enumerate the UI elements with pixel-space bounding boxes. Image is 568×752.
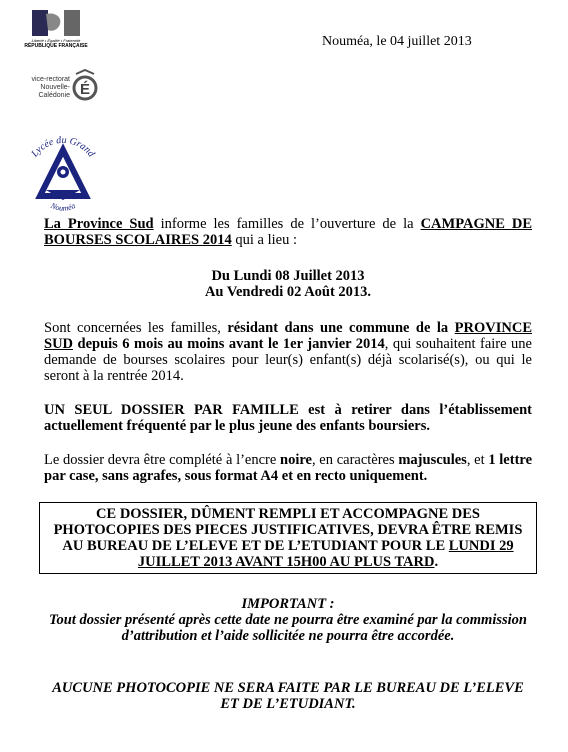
- important-block: [44, 596, 532, 644]
- deadline-text: [46, 506, 530, 570]
- concerned-province: PROVINCE SUD: [44, 320, 532, 352]
- dossier-paragraph: [44, 402, 532, 434]
- rf-motto: Liberté • Égalité • Fraternité: [31, 38, 81, 43]
- dossier-emphasis: UN SEUL DOSSIER PAR FAMILLE: [44, 402, 299, 418]
- vice-rectorat-text: [24, 76, 70, 100]
- letter-date: Nouméa, le 04 juillet 2013: [322, 34, 472, 49]
- province-sud-label: La Province Sud: [44, 216, 154, 232]
- important-title: IMPORTANT :: [241, 596, 335, 612]
- no-photocopy-note: AUCUNE PHOTOCOPIE NE SERA FAITE PAR LE BUREAU DE L’ELEVE ET DE L’ETUDIANT.: [52, 680, 524, 712]
- rf-name: RÉPUBLIQUE FRANÇAISE: [24, 43, 88, 49]
- campaign-dates: [44, 268, 532, 300]
- concerned-text-e: , qui souhaitent faire une demande de bourses scolaires pour leur(s) enfant(s) déjà scolarisé(s), ou qui le seront à la rentrée 2014.: [44, 336, 532, 384]
- intro-end: qui a lieu :: [231, 232, 297, 248]
- deadline-text-a: CE DOSSIER, DÛMENT REMPLI ET ACCOMPAGNE DES PHOTOCOPIES DES PIECES JUSTIFICATIVES, DEVRA ÊTRE REMIS AU BUREAU DE L’ELEVE ET DE L’ETUDIANT POUR LE: [53, 506, 523, 554]
- complete-text-f: 1 lettre par case, sans agrafes, sous format A4 et en recto uniquement.: [44, 452, 533, 484]
- intro-paragraph: [44, 216, 532, 248]
- concerned-paragraph: [44, 320, 532, 384]
- concerned-text-d: depuis 6 mois au moins avant le 1er janvier 2014: [73, 336, 385, 352]
- deadline-date: LUNDI 29 JUILLET 2013 AVANT 15H00 AU PLUS TARD: [137, 538, 514, 570]
- svg-text:Lycée du Grand: Lycée du Grand: [29, 134, 97, 160]
- lycee-emblem-icon: [18, 128, 108, 220]
- concerned-text-a: Sont concernées les familles,: [44, 320, 228, 336]
- complete-text-e: , et: [466, 452, 489, 468]
- campaign-title: CAMPAGNE DE BOURSES SCOLAIRES 2014: [44, 216, 533, 248]
- concerned-text-b: résidant dans une commune de la: [227, 320, 455, 336]
- intro-text: informe les familles de l’ouverture de la: [153, 216, 421, 232]
- svg-text:É: É: [79, 81, 91, 98]
- vr-line2: Nouvelle-Calédonie: [38, 84, 70, 99]
- vice-rectorat-logo: [24, 68, 104, 108]
- deadline-text-c: .: [434, 554, 439, 570]
- vr-line1: vice-rectorat: [31, 76, 70, 83]
- end-date: Au Vendredi 02 Août 2013.: [204, 284, 372, 300]
- marianne-flag-icon: [32, 10, 80, 36]
- complete-text-c: , en caractères: [311, 452, 399, 468]
- complete-noire: noire: [280, 452, 312, 468]
- complete-majuscules: majuscules: [398, 452, 467, 468]
- svg-text:Nouméa: Nouméa: [49, 201, 77, 213]
- lycee-grand-noumea-logo: [18, 128, 108, 220]
- dossier-text: est à retirer dans l’établissement actuellement fréquenté par le plus jeune des enfants boursiers.: [44, 402, 532, 434]
- complete-text-a: Le dossier devra être complété à l’encre: [44, 452, 281, 468]
- vice-rectorat-e-icon: [72, 68, 98, 106]
- completion-paragraph: [44, 452, 532, 484]
- important-text: Tout dossier présenté après cette date ne pourra être examiné par la commission d’attribution et l’aide sollicitée ne pourra être accordée.: [49, 612, 527, 644]
- start-date: Du Lundi 08 Juillet 2013: [211, 268, 365, 284]
- republique-francaise-logo: [24, 10, 88, 56]
